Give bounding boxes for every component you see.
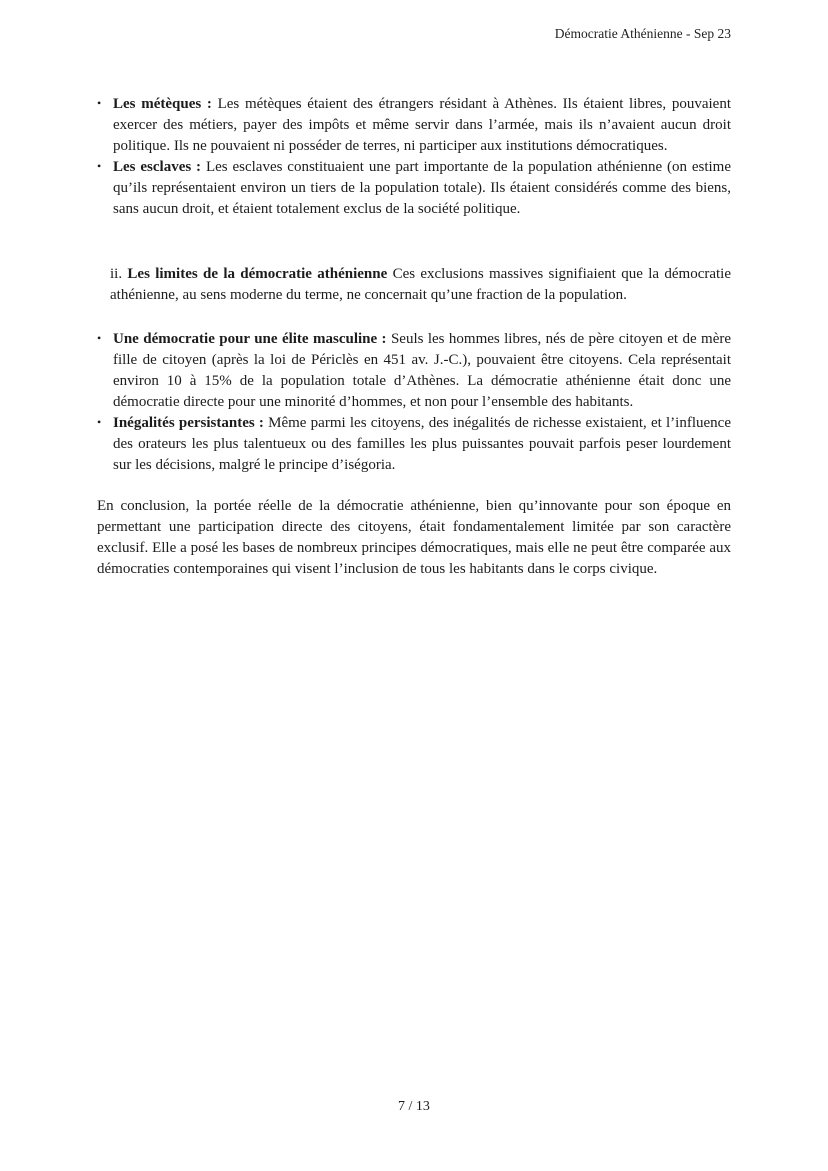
limits-list: [97, 329, 731, 476]
bullet-text: Seuls les hommes libres, nés de père citoyen et de mère fille de citoyen (après la loi de Périclès en 451 av. J.-C.), pouvaient être citoyens. Cela représentait environ 10 à 15% de la population totale d’Athènes. La démocratie athénienne était donc une démocratie directe pour une minorité d’hommes, et non pour l’ensemble des habitants.: [113, 331, 732, 410]
list-item-elite-masculine: [97, 329, 731, 413]
bullet-label: Inégalités persistantes :: [113, 415, 264, 431]
subsection-heading-limites: [97, 264, 731, 306]
list-item-meteques: [97, 94, 731, 157]
list-item-inegalites: [97, 413, 731, 476]
bullet-text: Même parmi les citoyens, des inégalités de richesse existaient, et l’influence des orateurs les plus talentueux ou des familles les plus puissantes pouvait parfois peser lourdement sur les décisions, malgré le principe d’iségoria.: [113, 415, 731, 473]
page-footer: [0, 1096, 828, 1117]
bullet-label: Les métèques :: [113, 96, 212, 112]
bullet-text: Les esclaves constituaient une part importante de la population athénienne (on estime qu’ils représentaient environ un tiers de la population totale). Ils étaient considérés comme des biens, sans aucun droit, et étaient totalement exclus de la société politique.: [113, 159, 732, 217]
subsection-text: Ces exclusions massives signifiaient que la démocratie athénienne, au sens moderne du terme, ne concernait qu’une fraction de la population.: [110, 266, 732, 303]
page-header: [97, 0, 731, 42]
bullet-label: Les esclaves :: [113, 159, 202, 175]
bullet-icon: •: [97, 415, 102, 429]
subsection-title: Les limites de la démocratie athénienne: [127, 266, 388, 282]
header-title: Démocratie Athénienne - Sep 23: [554, 26, 731, 41]
bullet-icon: •: [97, 331, 102, 345]
conclusion-paragraph: En conclusion, la portée réelle de la démocratie athénienne, bien qu’innovante pour son époque en permettant une participation directe des citoyens, était fondamentalement limitée par son caractère exclusif. Elle a posé les bases de nombreux principes démocratiques, mais elle ne peut être comparée aux démocraties contemporaines qui visent l’inclusion de tous les habitants dans le corps civique.: [97, 498, 731, 577]
subsection-numeral: ii.: [110, 266, 123, 282]
bullet-label: Une démocratie pour une élite masculine :: [113, 331, 387, 347]
page-number: 7 / 13: [398, 1099, 430, 1114]
exclusions-list: [97, 94, 731, 220]
bullet-icon: •: [97, 159, 102, 173]
list-item-esclaves: [97, 157, 731, 220]
bullet-text: Les métèques étaient des étrangers résidant à Athènes. Ils étaient libres, pouvaient exercer des métiers, payer des impôts et même servir dans l’armée, mais ils n’avaient aucun droit politique. Ils ne pouvaient ni posséder de terres, ni participer aux institutions démocratiques.: [113, 96, 731, 154]
bullet-icon: •: [97, 96, 102, 110]
